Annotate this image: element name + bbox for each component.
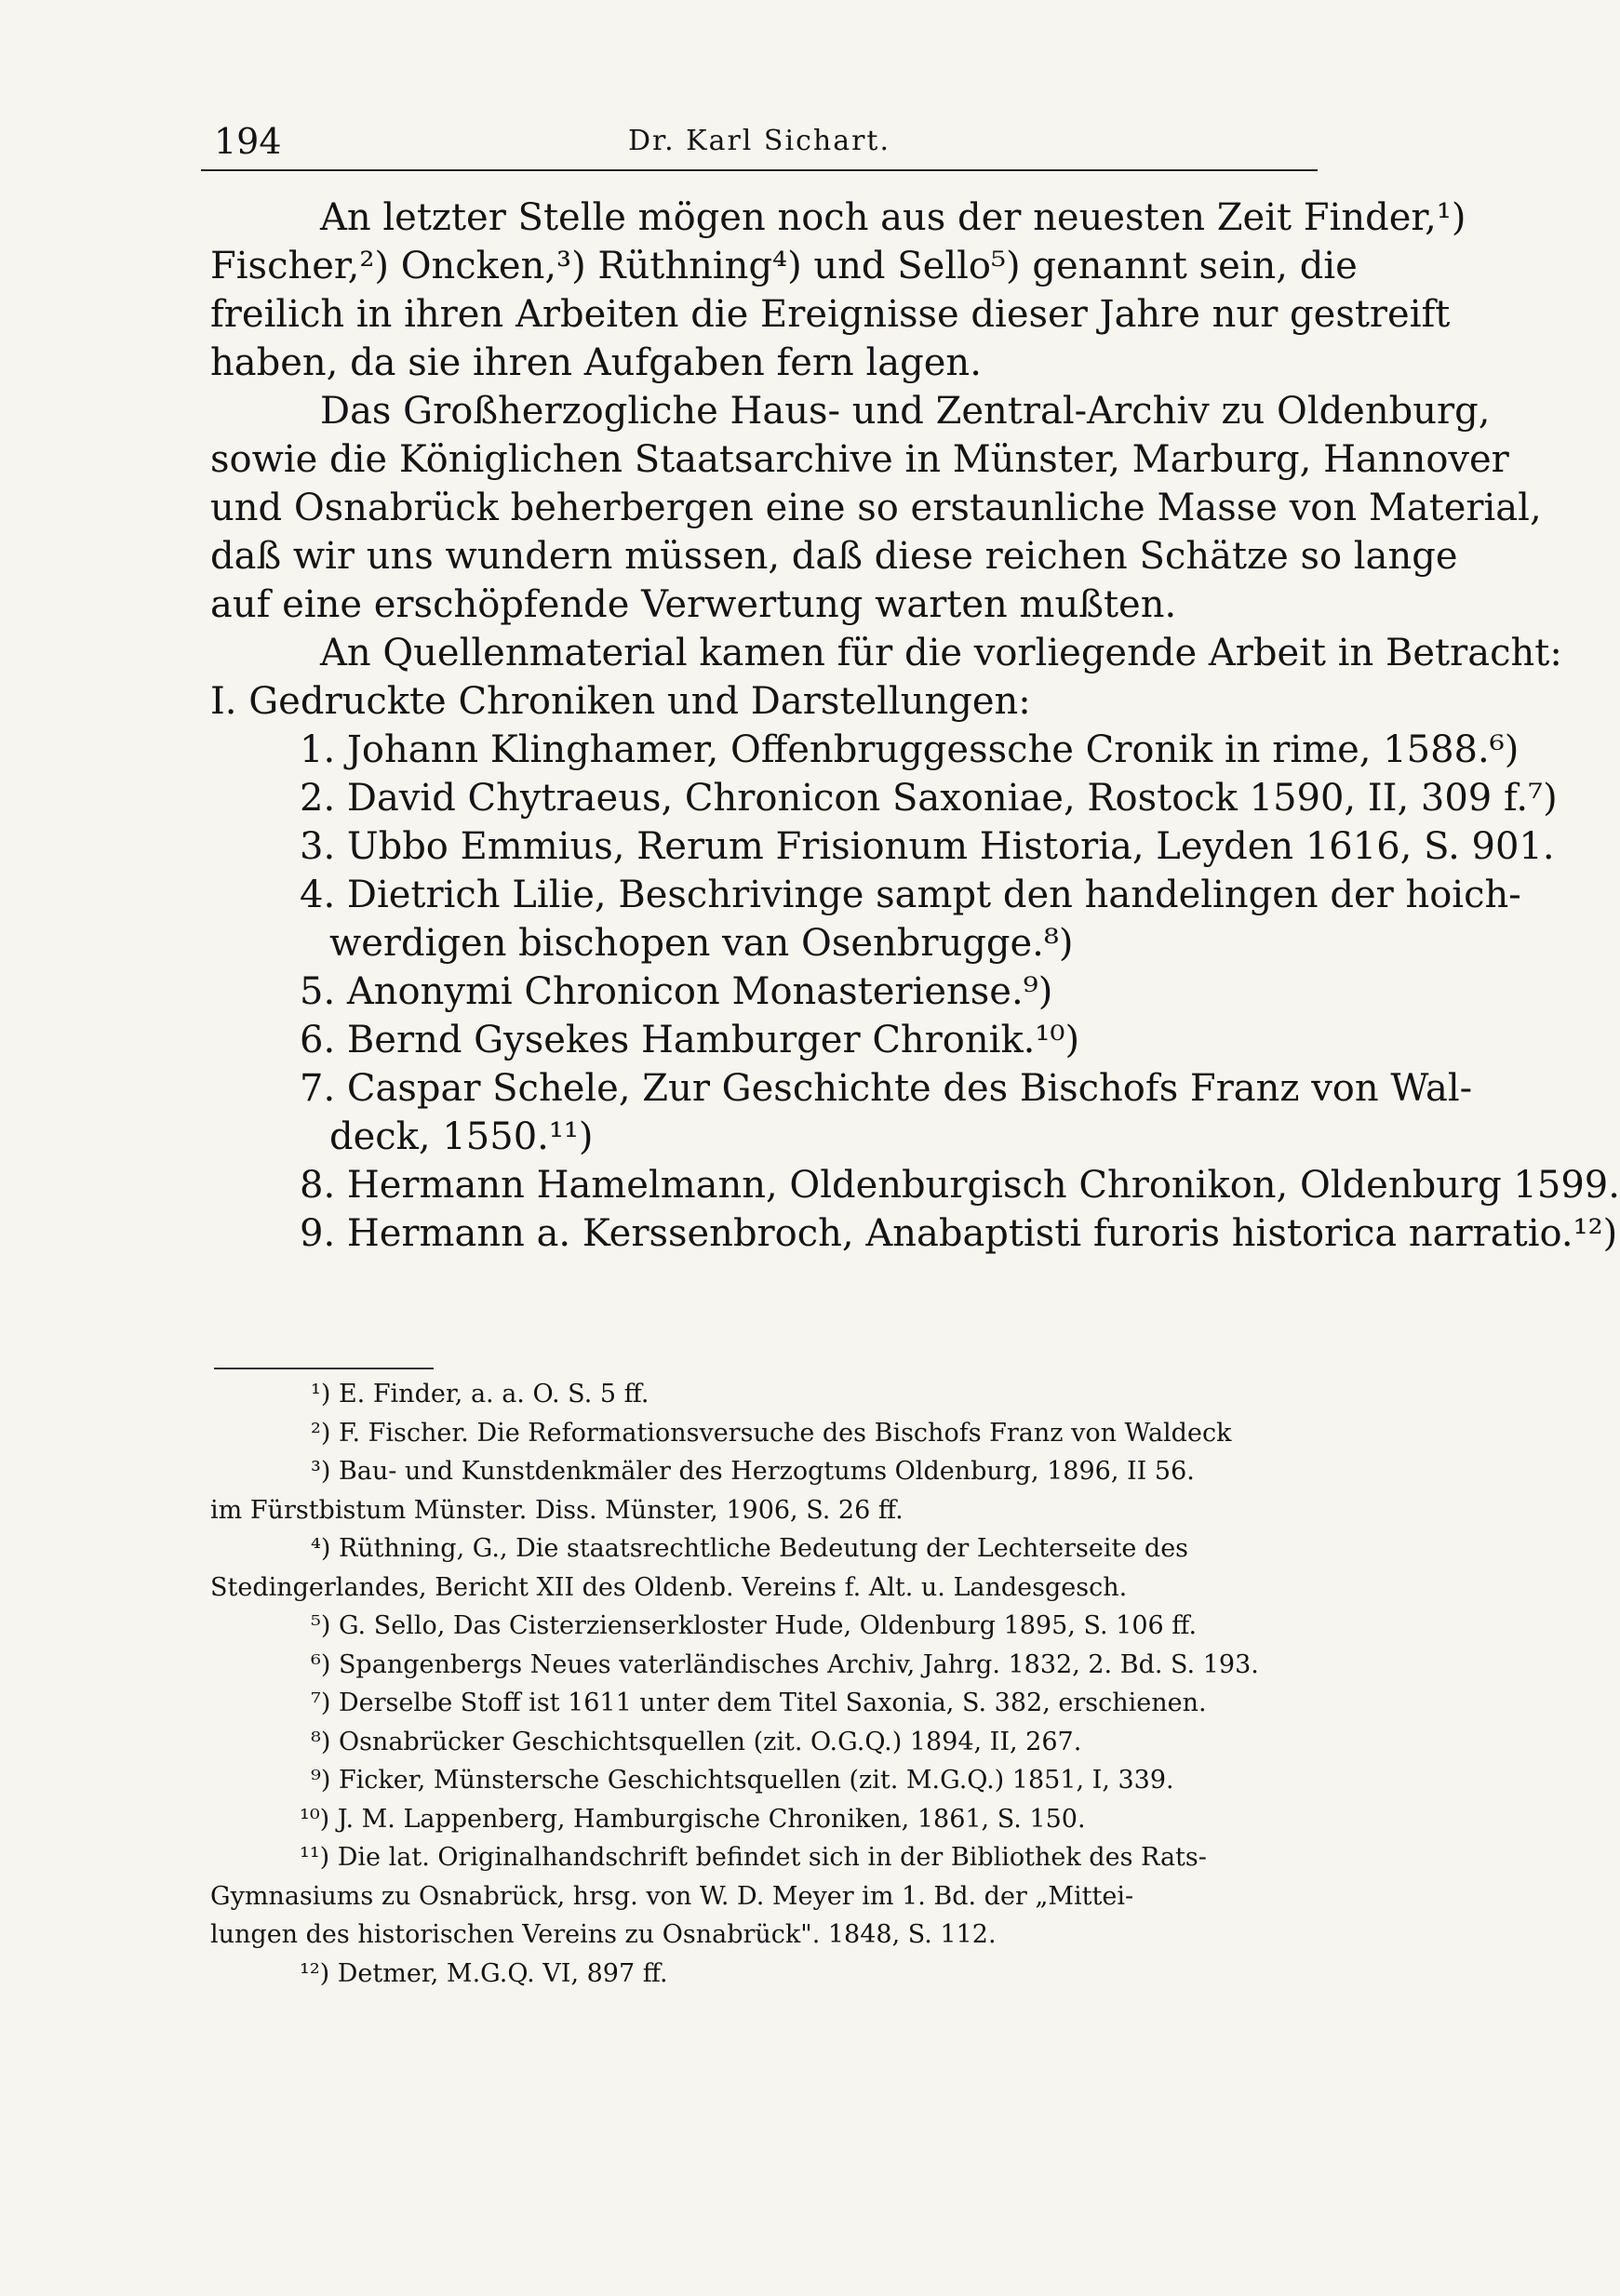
list-item: 8. Hermann Hamelmann, Oldenburgisch Chronikon, Oldenburg 1599. [300, 1164, 1620, 1207]
list-item: 9. Hermann a. Kerssenbroch, Anabaptisti furoris historica narratio.¹²) [300, 1212, 1618, 1255]
footnote-rule [214, 1368, 434, 1369]
footnote: ⁷) Derselbe Stoff ist 1611 unter dem Titel Saxonia, S. 382, erschienen. [311, 1689, 1207, 1717]
text-line: daß wir uns wundern müssen, daß diese reichen Schätze so lange [210, 535, 1458, 578]
header-rule [201, 169, 1318, 171]
text-line: auf eine erschöpfende Verwertung warten mußten. [210, 583, 1177, 626]
footnote: ²) F. Fischer. Die Reformationsversuche des Bischofs Franz von Waldeck [311, 1418, 1232, 1448]
list-item-continuation: werdigen bischopen van Osenbrugge.⁸) [329, 922, 1074, 965]
footnote: ¹²) Detmer, M.G.Q. VI, 897 ff. [300, 1958, 668, 1988]
text-line: haben, da sie ihren Aufgaben fern lagen. [210, 341, 982, 384]
footnote: ¹¹) Die lat. Originalhandschrift befindet sich in der Bibliothek des Rats- [300, 1843, 1207, 1872]
text-line: freilich in ihren Arbeiten die Ereignisse dieser Jahre nur gestreift [210, 293, 1451, 336]
text-line: und Osnabrück beherbergen eine so erstaunliche Masse von Material, [210, 487, 1542, 529]
text-line: Das Großherzogliche Haus- und Zentral-Archiv zu Oldenburg, [320, 390, 1491, 433]
list-item: 3. Ubbo Emmius, Rerum Frisionum Historia, Leyden 1616, S. 901. [300, 825, 1555, 868]
page-number: 194 [214, 121, 282, 162]
section-heading: I. Gedruckte Chroniken und Darstellungen: [210, 680, 1031, 723]
footnote: ³) Bau- und Kunstdenkmäler des Herzogtums Oldenburg, 1896, II 56. [311, 1457, 1195, 1486]
footnote-continuation: Gymnasiums zu Osnabrück, hrsg. von W. D. Meyer im 1. Bd. der „Mittei- [210, 1881, 1134, 1911]
page-header [201, 121, 1318, 162]
text-line: sowie die Königlichen Staatsarchive in Münster, Marburg, Hannover [210, 438, 1509, 481]
list-item: 4. Dietrich Lilie, Beschrivinge sampt den handelingen der hoich- [300, 874, 1521, 916]
list-item: 5. Anonymi Chronicon Monasteriense.⁹) [300, 970, 1053, 1013]
list-item-continuation: deck, 1550.¹¹) [329, 1115, 594, 1158]
text-line: An letzter Stelle mögen noch aus der neuesten Zeit Finder,¹) [320, 196, 1466, 239]
body-text [210, 194, 1620, 1258]
footnote-continuation: lungen des historischen Vereins zu Osnabrück". 1848, S. 112. [210, 1920, 997, 1949]
footnote: ⁵) G. Sello, Das Cisterzienserkloster Hude, Oldenburg 1895, S. 106 ff. [311, 1611, 1198, 1640]
footnote: ⁴) Rüthning, G., Die staatsrechtliche Bedeutung der Lechterseite des [311, 1534, 1189, 1563]
footnote: ⁹) Ficker, Münstersche Geschichtsquellen (zit. M.G.Q.) 1851, I, 339. [311, 1766, 1174, 1795]
footnote: ⁶) Spangenbergs Neues vaterländisches Archiv, Jahrg. 1832, 2. Bd. S. 193. [311, 1649, 1259, 1679]
list-item: 2. David Chytraeus, Chronicon Saxoniae, Rostock 1590, II, 309 f.⁷) [300, 777, 1558, 820]
footnote: ⁸) Osnabrücker Geschichtsquellen (zit. O.G.Q.) 1894, II, 267. [311, 1727, 1082, 1756]
text-line: Fischer,²) Oncken,³) Rüthning⁴) und Sello⁵) genannt sein, die [210, 245, 1358, 287]
source-list [210, 726, 1620, 1258]
list-item: 6. Bernd Gysekes Hamburger Chronik.¹⁰) [300, 1019, 1080, 1061]
footnotes [210, 1375, 1336, 1993]
paragraph-archives [210, 387, 1542, 629]
footnote: ¹) E. Finder, a. a. O. S. 5 ff. [311, 1380, 649, 1408]
list-item: 1. Johann Klinghamer, Offenbruggessche Cronik in rime, 1588.⁶) [300, 728, 1520, 771]
footnote: ¹⁰) J. M. Lappenberg, Hamburgische Chroniken, 1861, S. 150. [300, 1804, 1086, 1834]
footnote-continuation: im Fürstbistum Münster. Diss. Münster, 1906, S. 26 ff. [210, 1495, 904, 1525]
paragraph-sources-intro: An Quellenmaterial kamen für die vorliegende Arbeit in Betracht: [320, 632, 1562, 674]
list-item: 7. Caspar Schele, Zur Geschichte des Bischofs Franz von Wal- [300, 1067, 1473, 1110]
footnote-continuation: Stedingerlandes, Bericht XII des Oldenb. Vereins f. Alt. u. Landesgesch. [210, 1572, 1128, 1602]
paragraph-intro [210, 194, 1466, 387]
running-head: Dr. Karl Sichart. [627, 125, 891, 157]
